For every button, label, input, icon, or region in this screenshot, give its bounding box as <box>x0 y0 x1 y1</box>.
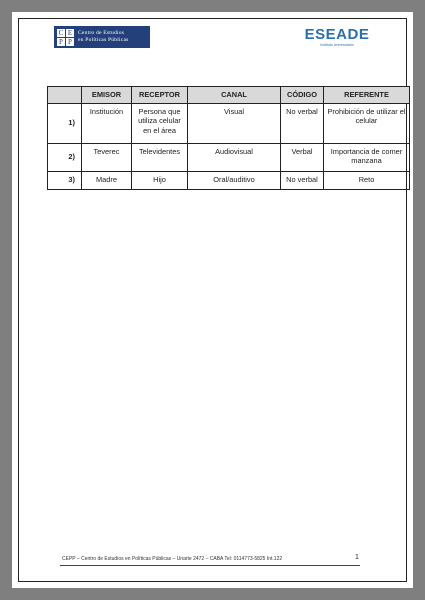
esade-logo <box>302 26 372 52</box>
footer-text: CEPP – Centro de Estudios en Políticas Públicas – Uriarte 2472 – CABA Tel: 0114773-5825 Int.122 <box>62 556 283 562</box>
cell-canal: Visual <box>188 103 281 143</box>
cepp-logo <box>54 26 150 48</box>
cepp-logo-text <box>78 30 129 44</box>
cell-canal: Oral/auditivo <box>188 171 281 189</box>
table-header-row <box>48 87 410 104</box>
cell-receptor: Hijo <box>132 171 188 189</box>
cell-referente: Prohibición de utilizar el celular <box>324 103 410 143</box>
page-number: 1 <box>355 554 359 561</box>
document-page <box>12 12 413 588</box>
cell-codigo: Verbal <box>281 143 324 171</box>
header-canal: CANAL <box>188 87 281 104</box>
row-number: 3) <box>48 171 82 189</box>
header-emisor: EMISOR <box>82 87 132 104</box>
cell-referente: Reto <box>324 171 410 189</box>
cell-codigo: No verbal <box>281 171 324 189</box>
cepp-letter: C <box>58 28 64 37</box>
table-row <box>48 103 410 143</box>
esade-logo-tagline: Instituto Universitario <box>320 43 354 47</box>
cepp-letter: E <box>67 28 73 37</box>
header-codigo: CÓDIGO <box>281 87 324 104</box>
cell-referente: Importancia de comer manzana <box>324 143 410 171</box>
cell-emisor: Madre <box>82 171 132 189</box>
header-empty <box>48 87 82 104</box>
cepp-letter: P <box>66 38 74 46</box>
cepp-logo-mark <box>57 29 74 46</box>
cell-receptor: Televidentes <box>132 143 188 171</box>
cepp-letter: P <box>57 38 65 46</box>
cell-receptor: Persona que utiliza celular en el área <box>132 103 188 143</box>
cell-canal: Audiovisual <box>188 143 281 171</box>
cepp-logo-line2: en Políticas Públicas <box>78 37 129 43</box>
header-receptor: RECEPTOR <box>132 87 188 104</box>
table-row <box>48 143 410 171</box>
cepp-logo-line1: Centro de Estudios <box>78 30 125 36</box>
esade-logo-name: ESEADE <box>304 26 370 43</box>
cell-emisor: Teverec <box>82 143 132 171</box>
communication-table <box>47 86 410 190</box>
footer-divider <box>60 565 360 566</box>
cell-emisor: Institución <box>82 103 132 143</box>
row-number: 1) <box>48 103 82 143</box>
row-number: 2) <box>48 143 82 171</box>
cell-codigo: No verbal <box>281 103 324 143</box>
header-referente: REFERENTE <box>324 87 410 104</box>
table-row <box>48 171 410 189</box>
